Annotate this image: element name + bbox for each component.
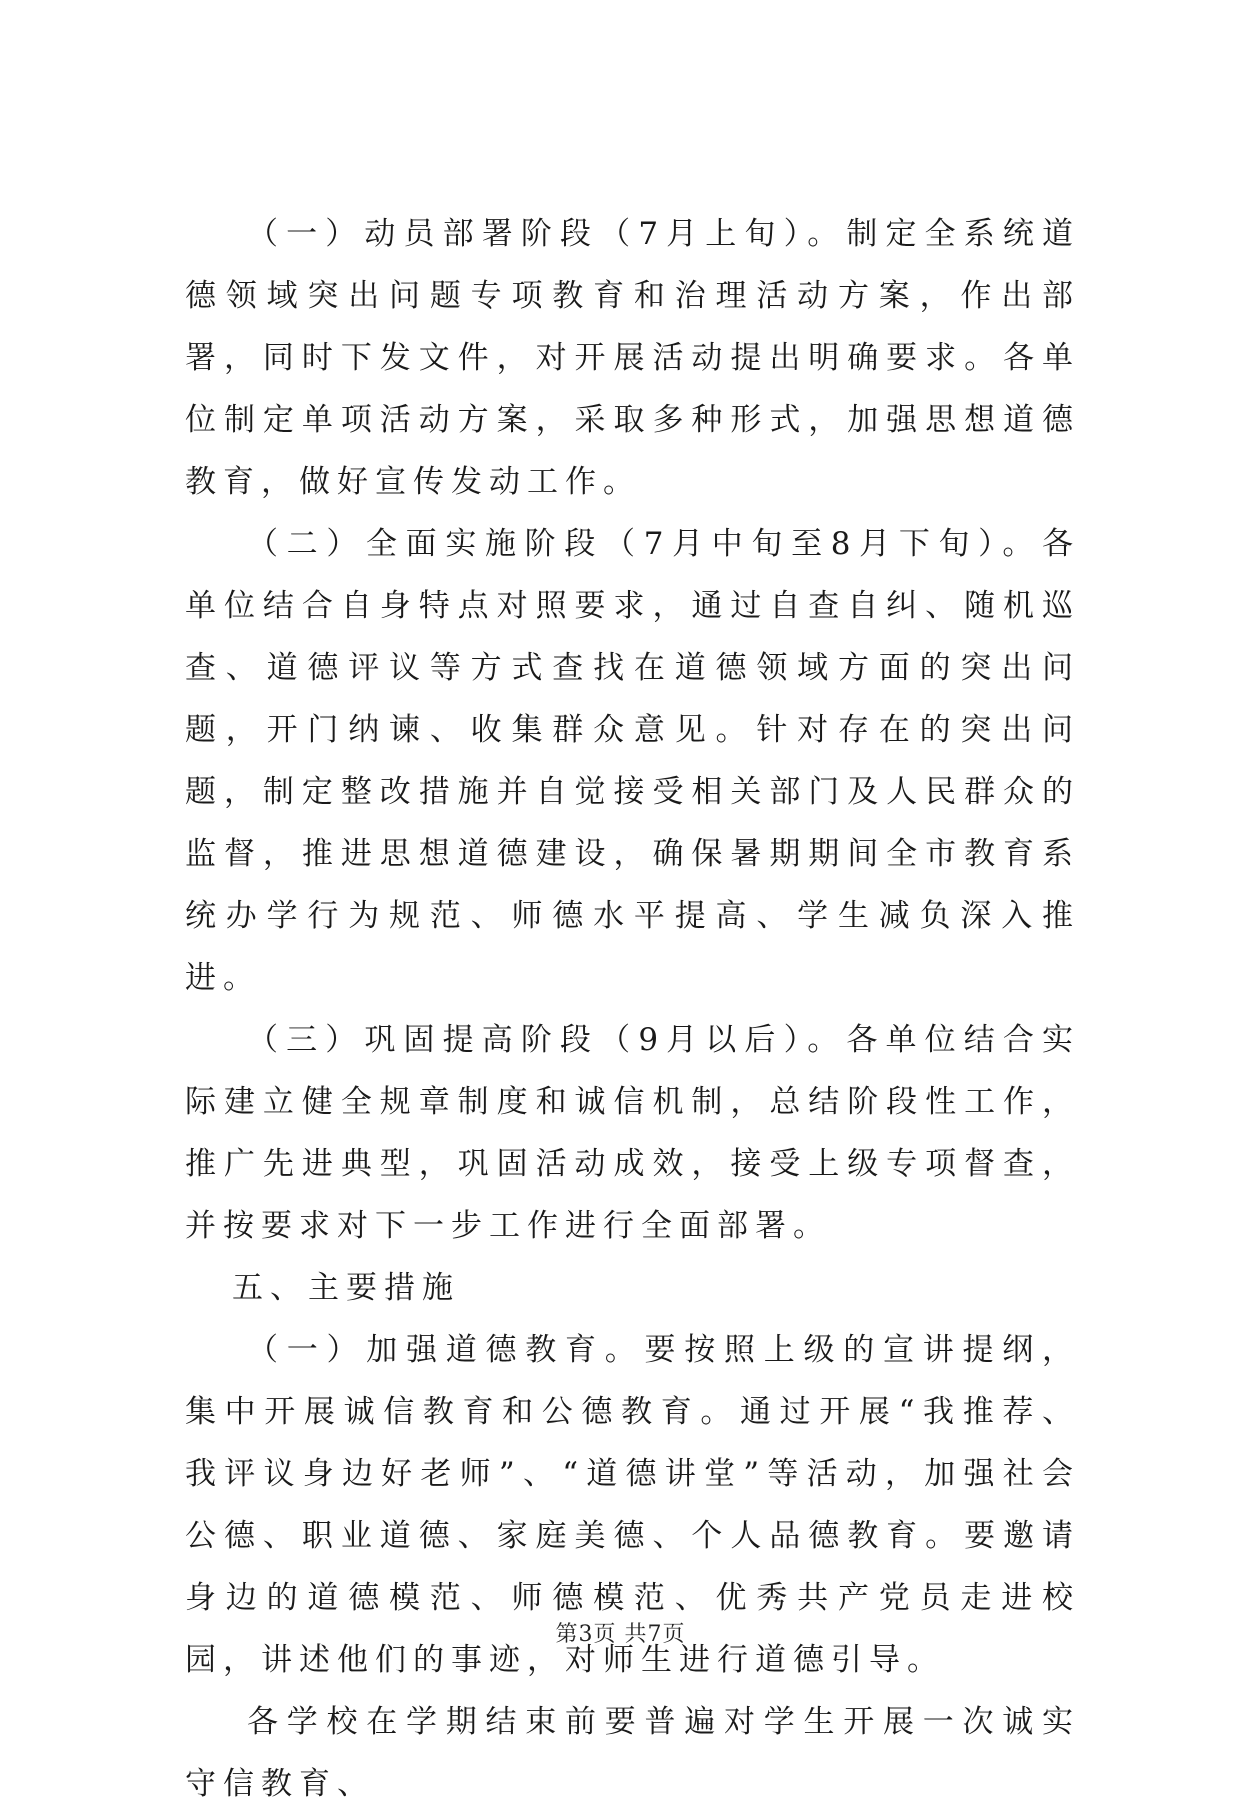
section-heading-main-measures: 五、主要措施 (232, 1270, 460, 1306)
paragraph-moral-education: （一）加强道德教育。要按照上级的宣讲提纲，集中开展诚信教育和公德教育。通过开展“我推荐、我评议身边好老师”、“道德讲堂”等活动，加强社会公德、职业道德、家庭美德、个人品德教育。要邀请身边的道德模范、师德模范、优秀共产党员走进校园，讲述他们的事迹，对师生进行道德引导。 (185, 1332, 1080, 1678)
document-body (185, 203, 1080, 1815)
page-number-footer: 第3页 共7页 (555, 1622, 686, 1647)
paragraph-phase-implementation: （二）全面实施阶段（7月中旬至8月下旬）。各单位结合自身特点对照要求，通过自查自纠、随机巡查、道德评议等方式查找在道德领域方面的突出问题，开门纳谏、收集群众意见。针对存在的突出问题，制定整改措施并自觉接受相关部门及人民群众的监督，推进思想道德建设，确保暑期期间全市教育系统办学行为规范、师德水平提高、学生减负深入推进。 (185, 526, 1080, 996)
paragraph-school-integrity: 各学校在学期结束前要普遍对学生开展一次诚实守信教育、 (185, 1704, 1080, 1802)
paragraph-phase-mobilization: （一）动员部署阶段（7月上旬）。制定全系统道德领域突出问题专项教育和治理活动方案，作出部署，同时下发文件，对开展活动提出明确要求。各单位制定单项活动方案，采取多种形式，加强思想道德教育，做好宣传发动工作。 (185, 216, 1080, 500)
paragraph-phase-consolidation: （三）巩固提高阶段（9月以后）。各单位结合实际建立健全规章制度和诚信机制，总结阶段性工作，推广先进典型，巩固活动成效，接受上级专项督查，并按要求对下一步工作进行全面部署。 (185, 1022, 1080, 1244)
